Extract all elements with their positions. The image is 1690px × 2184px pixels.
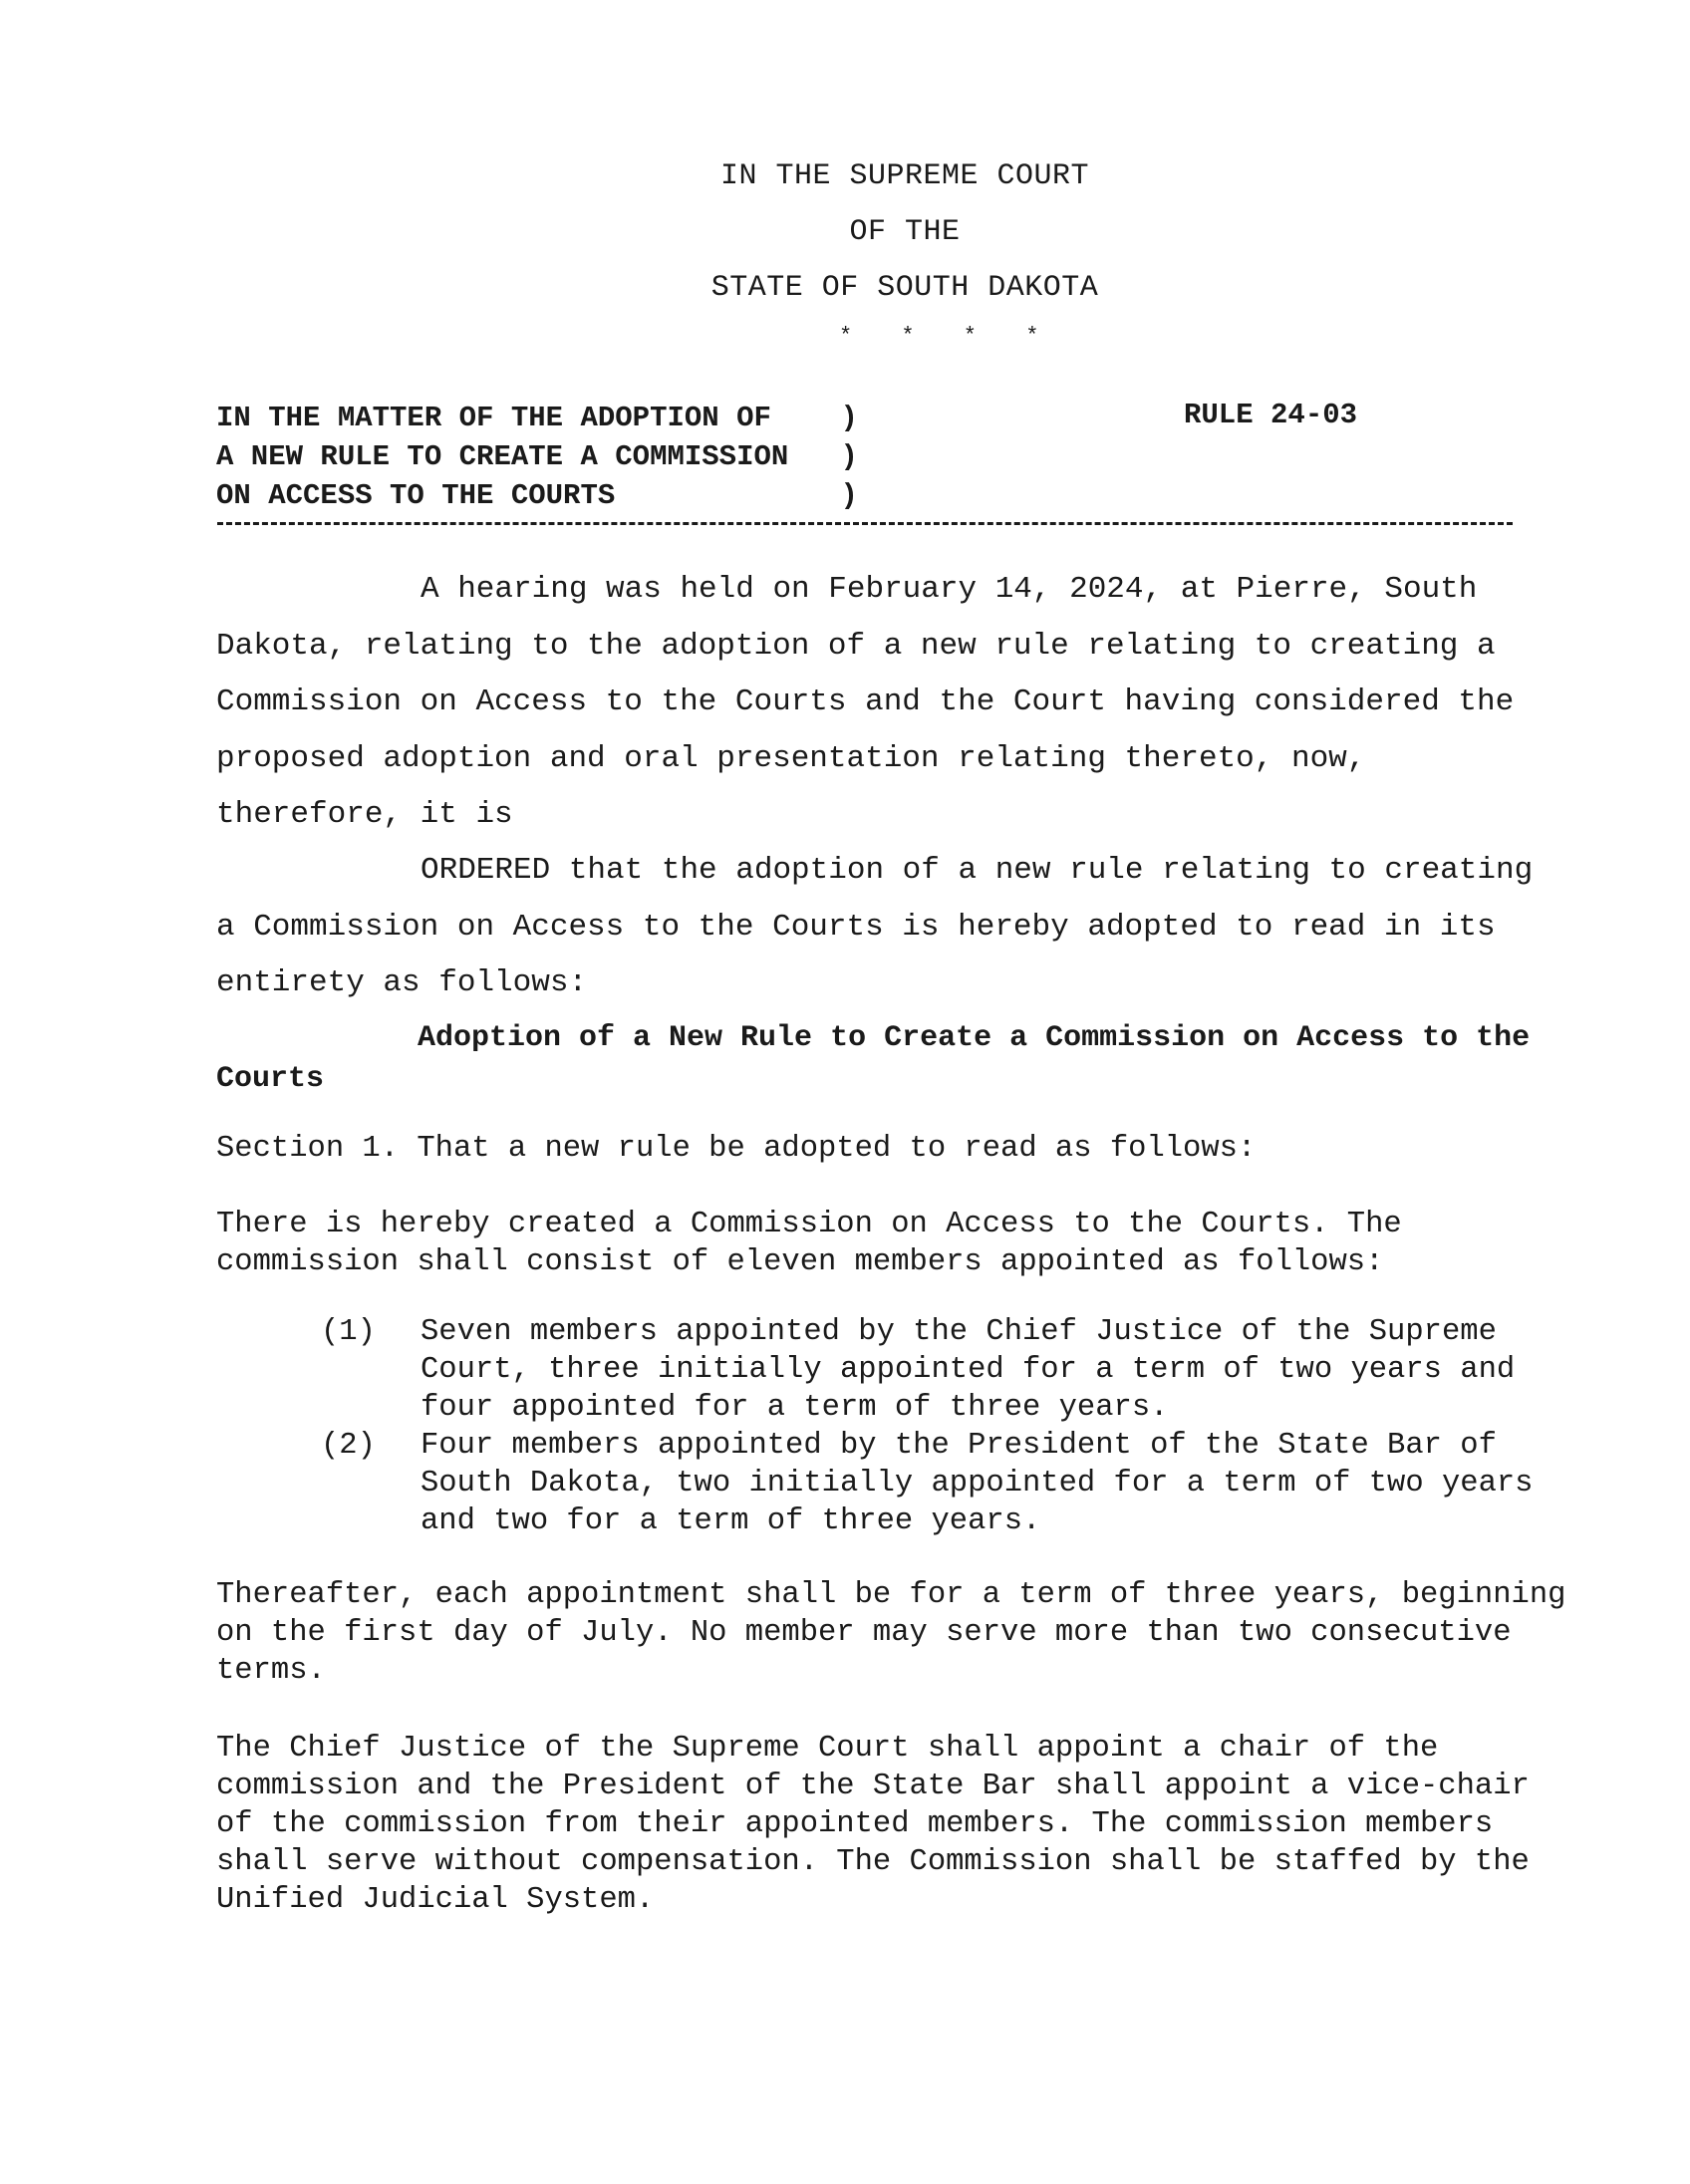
caption-line1: IN THE MATTER OF THE ADOPTION OF ) <box>216 402 858 434</box>
rule-heading: Adoption of a New Rule to Create a Commission on Access to the Courts <box>216 1021 1531 1096</box>
case-caption <box>216 399 858 515</box>
caption-line3: ON ACCESS TO THE COURTS ) <box>216 479 858 512</box>
section-1-text: Section 1. That a new rule be adopted to read as follows: <box>216 1132 1257 1166</box>
list-item-number: (2) <box>321 1429 376 1463</box>
court-name-line2: OF THE <box>849 215 961 249</box>
list-item-text: Four members appointed by the President of the State Bar of South Dakota, two initially appointed for a term of two years and two for a term of three years. <box>421 1429 1534 1538</box>
ordered-paragraph: ORDERED that the adoption of a new rule relating to creating a Commission on Access to the Courts is hereby adopted to read in its entirety as follows: <box>216 853 1534 1000</box>
court-name-line1: IN THE SUPREME COURT <box>719 159 1090 193</box>
star-separator: * * * * <box>839 324 1057 349</box>
chair-paragraph: The Chief Justice of the Supreme Court shall appoint a chair of the commission and the President of the State Bar shall appoint a vice-chair of the commission from their appointed members. The commission members shall serve without compensation. The Commission shall be staffed by the Unified Judicial System. <box>216 1732 1530 1917</box>
commission-created-paragraph: There is hereby created a Commission on Access to the Courts. The commission shall consist of eleven members appointed as follows: <box>216 1208 1402 1279</box>
caption-line2: A NEW RULE TO CREATE A COMMISSION ) <box>216 440 858 473</box>
court-name-line3: STATE OF SOUTH DAKOTA <box>710 271 1099 305</box>
list-item-number: (1) <box>321 1315 376 1349</box>
appointment-list <box>321 1313 1556 1540</box>
rule-number: RULE 24-03 <box>1184 399 1358 431</box>
list-item-text: Seven members appointed by the Chief Justice of the Supreme Court, three initially appointed for a term of two years and four appointed for a term of three years. <box>421 1315 1516 1425</box>
list-item <box>321 1427 1556 1540</box>
list-item <box>321 1313 1556 1427</box>
dashed-divider <box>217 522 1513 525</box>
hearing-paragraph: A hearing was held on February 14, 2024, at Pierre, South Dakota, relating to the adoption of a new rule relating to creating a Commission on Access to the Courts and the Court having considered the proposed adoption and oral presentation relating thereto, now, therefore, it is <box>216 572 1515 832</box>
term-paragraph: Thereafter, each appointment shall be for a term of three years, beginning on the first day of July. No member may serve more than two consecutive terms. <box>216 1578 1566 1688</box>
